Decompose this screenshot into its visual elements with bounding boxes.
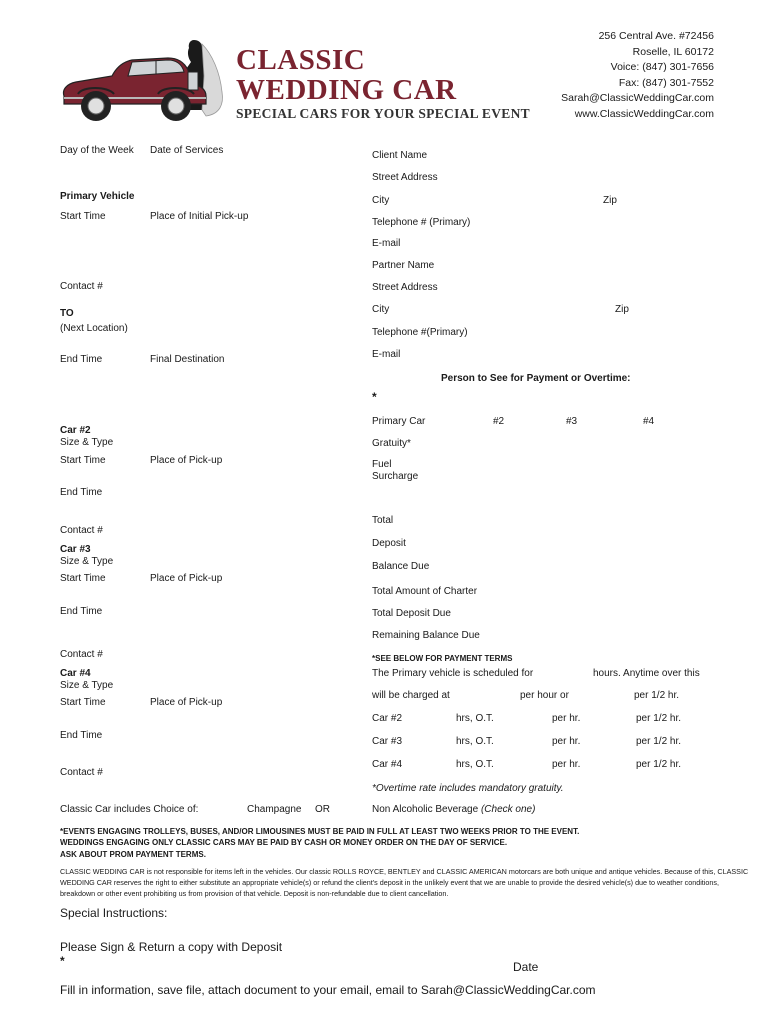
- choice-or: OR: [315, 804, 330, 815]
- car2-end-time-label: End Time: [60, 487, 103, 498]
- partner-city-label: City: [372, 304, 390, 315]
- to-label: TO: [60, 308, 74, 319]
- brand-title-line2: WEDDING CAR: [236, 74, 457, 106]
- car3-place-pickup-label: Place of Pick-up: [150, 573, 223, 584]
- primary-car-label: Primary Car: [372, 416, 426, 427]
- contact-website[interactable]: www.ClassicWeddingCar.com: [574, 107, 714, 120]
- primary-per-half-hr: per 1/2 hr.: [634, 690, 680, 701]
- telephone-primary-label: Telephone # (Primary): [372, 217, 471, 228]
- ot-car2-per-half: per 1/2 hr.: [636, 713, 682, 724]
- ot-car4-per-half: per 1/2 hr.: [636, 759, 682, 770]
- car4-label: Car #4: [60, 668, 91, 679]
- car2-contact-label: Contact #: [60, 525, 103, 536]
- next-location-label: (Next Location): [60, 323, 128, 334]
- col-2-label: #2: [493, 416, 505, 427]
- contact-address: 256 Central Ave. #72456: [598, 30, 714, 42]
- contact-block: [561, 29, 714, 122]
- remaining-balance-label: Remaining Balance Due: [372, 630, 480, 641]
- partner-zip-label: Zip: [615, 304, 629, 315]
- car3-start-time-label: Start Time: [60, 573, 106, 584]
- date-of-services-label: Date of Services: [150, 145, 224, 156]
- gratuity-label: Gratuity*: [372, 438, 411, 449]
- scheduled-for-text: The Primary vehicle is scheduled for: [372, 668, 534, 679]
- signature-asterisk: *: [60, 954, 65, 968]
- charged-at-text: will be charged at: [372, 690, 450, 701]
- notice-line3: ASK ABOUT PROM PAYMENT TERMS.: [60, 850, 206, 859]
- ot-car4-label: Car #4: [372, 759, 403, 770]
- ot-car3-label: Car #3: [372, 736, 403, 747]
- partner-street-address-label: Street Address: [372, 282, 438, 293]
- ot-car2-hrs: hrs, O.T.: [456, 713, 494, 724]
- email-label: E-mail: [372, 238, 401, 249]
- car4-start-time-label: Start Time: [60, 697, 106, 708]
- partner-telephone-label: Telephone #(Primary): [372, 327, 468, 338]
- date-label: Date: [513, 960, 539, 974]
- partner-name-label: Partner Name: [372, 260, 435, 271]
- car4-size-type-label: Size & Type: [60, 680, 114, 691]
- ot-car2-label: Car #2: [372, 713, 403, 724]
- car2-size-type-label: Size & Type: [60, 437, 114, 448]
- car4-place-pickup-label: Place of Pick-up: [150, 697, 223, 708]
- col-3-label: #3: [566, 416, 578, 427]
- contact-fax: Fax: (847) 301-7552: [618, 76, 714, 89]
- street-address-label: Street Address: [372, 172, 438, 183]
- non-alcoholic-option[interactable]: [372, 804, 535, 815]
- ot-car3-hrs: hrs, O.T.: [456, 736, 494, 747]
- car4-contact-label: Contact #: [60, 767, 103, 778]
- person-to-see-label: Person to See for Payment or Overtime:: [441, 373, 631, 384]
- ot-car3-per-half: per 1/2 hr.: [636, 736, 682, 747]
- total-charter-label: Total Amount of Charter: [372, 586, 478, 597]
- fuel-label: Fuel: [372, 459, 392, 470]
- brand-tagline: SPECIAL CARS FOR YOUR SPECIAL EVENT: [236, 106, 530, 121]
- contact-email[interactable]: Sarah@ClassicWeddingCar.com: [561, 92, 714, 104]
- col-4-label: #4: [643, 416, 655, 427]
- end-time-label: End Time: [60, 354, 103, 365]
- car3-size-type-label: Size & Type: [60, 556, 114, 567]
- contact-city: Roselle, IL 60172: [632, 45, 714, 58]
- contact-label: Contact #: [60, 281, 103, 292]
- notice-line2: WEDDINGS ENGAGING ONLY CLASSIC CARS MAY BE PAID BY CASH OR MONEY ORDER ON THE DAY OF SERVICE.: [60, 838, 508, 847]
- special-instructions-label: Special Instructions:: [60, 906, 168, 920]
- per-hour-or-text: per hour or: [520, 690, 569, 701]
- sign-return-label: Please Sign & Return a copy with Deposit: [60, 940, 283, 954]
- vintage-car-logo: [56, 32, 236, 128]
- deposit-label: Deposit: [372, 538, 406, 549]
- city-label: City: [372, 195, 390, 206]
- ot-car3-per-hr: per hr.: [552, 736, 581, 747]
- overtime-note: *Overtime rate includes mandatory gratuity.: [372, 783, 564, 794]
- balance-due-label: Balance Due: [372, 561, 430, 572]
- check-one-note: (Check one): [480, 804, 536, 815]
- disclaimer-text: CLASSIC WEDDING CAR is not responsible for items left in the vehicles. Our classic ROLLS ROYCE, BENTLEY and CLASSIC AMERICAN motorcars are both unique and antique vehicles. Because of this, CLASSIC WEDDING CAR reserves the right to either substitute an appropriate vehicle(s) or refund the client's deposit in the unlikely event that we are unable to provide the desired vehicle(s) due to weather conditions, breakdown or other event prohibiting us from provision of that vehicle. Deposit is non-refundable due to client cancellation.: [60, 867, 749, 898]
- see-below-terms: *SEE BELOW FOR PAYMENT TERMS: [372, 654, 513, 663]
- non-alcoholic-label: Non Alcoholic Beverage: [372, 804, 479, 815]
- car4-end-time-label: End Time: [60, 730, 103, 741]
- ot-car4-per-hr: per hr.: [552, 759, 581, 770]
- car2-start-time-label: Start Time: [60, 455, 106, 466]
- zip-label: Zip: [603, 195, 617, 206]
- start-time-label: Start Time: [60, 211, 106, 222]
- person-to-see-asterisk: *: [372, 390, 377, 404]
- place-initial-pickup-label: Place of Initial Pick-up: [150, 211, 249, 222]
- hours-anytime-text: hours. Anytime over this: [593, 668, 700, 679]
- day-of-week-label: Day of the Week: [60, 145, 134, 156]
- primary-vehicle-label: Primary Vehicle: [60, 191, 135, 202]
- car2-label: Car #2: [60, 425, 91, 436]
- ot-car2-per-hr: per hr.: [552, 713, 581, 724]
- choice-includes-label: Classic Car includes Choice of:: [60, 804, 199, 815]
- total-deposit-due-label: Total Deposit Due: [372, 608, 451, 619]
- fill-in-instructions: Fill in information, save file, attach document to your email, email to Sarah@ClassicWeddingCar.com: [60, 983, 596, 997]
- contact-voice: Voice: (847) 301-7656: [610, 61, 714, 73]
- client-name-label: Client Name: [372, 150, 428, 161]
- brand-title-line1: CLASSIC: [236, 44, 366, 76]
- ot-car4-hrs: hrs, O.T.: [456, 759, 494, 770]
- surcharge-label: Surcharge: [372, 471, 419, 482]
- car2-place-pickup-label: Place of Pick-up: [150, 455, 223, 466]
- notice-line1: *EVENTS ENGAGING TROLLEYS, BUSES, AND/OR LIMOUSINES MUST BE PAID IN FULL AT LEAST TWO WEEKS PRIOR TO THE EVENT.: [60, 827, 580, 836]
- final-destination-label: Final Destination: [150, 354, 225, 365]
- partner-email-label: E-mail: [372, 349, 401, 360]
- car3-label: Car #3: [60, 544, 91, 555]
- car3-contact-label: Contact #: [60, 649, 103, 660]
- car3-end-time-label: End Time: [60, 606, 103, 617]
- champagne-option[interactable]: Champagne: [247, 804, 302, 815]
- total-label: Total: [372, 515, 394, 526]
